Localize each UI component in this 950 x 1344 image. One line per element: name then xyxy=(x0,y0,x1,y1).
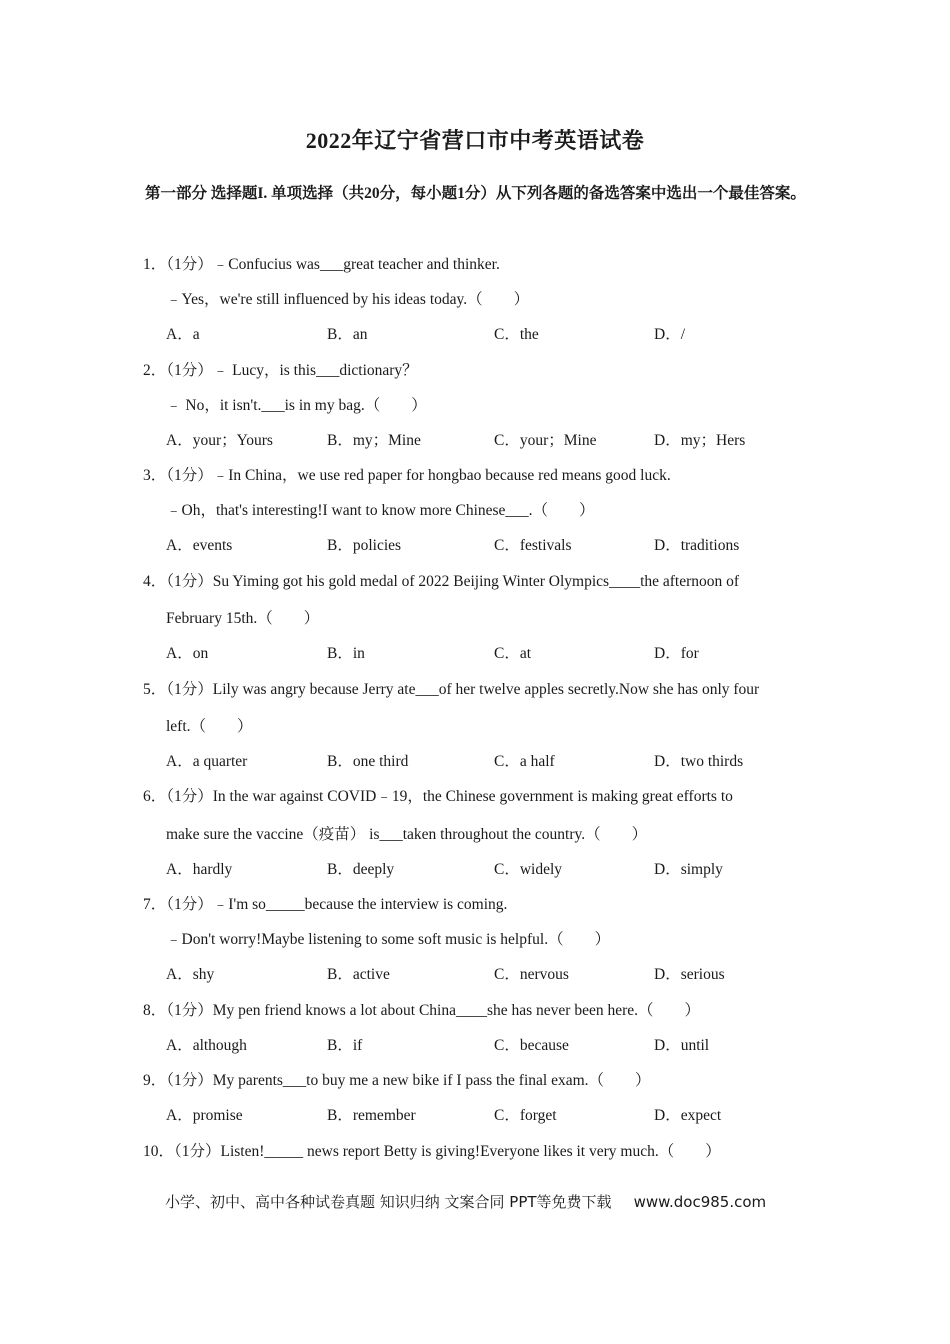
question-7-option-d: D．serious xyxy=(654,966,725,983)
page-title: 2022年辽宁省营口市中考英语试卷 xyxy=(305,128,645,153)
question-2-reply: ﹣ No，it isn't.___is in my bag.（ ） xyxy=(166,397,427,414)
question-9-option-d: D．expect xyxy=(654,1107,722,1124)
question-6-option-a: A．hardly xyxy=(166,861,233,878)
question-2-option-a: A．your；Yours xyxy=(166,432,273,449)
question-7-option-b: B．active xyxy=(327,966,390,983)
question-2-option-b: B．my；Mine xyxy=(327,432,421,449)
question-6-stem: 6．（1分）In the war against COVID﹣19，the Chinese government is making great efforts to xyxy=(143,788,733,805)
footer-url-link[interactable]: www.doc985.com xyxy=(633,1193,767,1211)
question-1-option-a: A．a xyxy=(166,326,200,343)
question-4-stem: 4．（1分）Su Yiming got his gold medal of 2022 Beijing Winter Olympics____the afternoon of xyxy=(143,573,740,590)
question-6-option-d: D．simply xyxy=(654,861,723,878)
question-4-option-a: A．on xyxy=(166,645,209,662)
question-9-option-b: B．remember xyxy=(327,1107,416,1124)
page-footer xyxy=(165,1191,766,1212)
question-9-option-a: A．promise xyxy=(166,1107,243,1124)
question-8-stem: 8．（1分）My pen friend knows a lot about China____she has never been here.（ ） xyxy=(143,1002,701,1019)
question-3-reply: ﹣Oh，that's interesting!I want to know more Chinese___.（ ） xyxy=(166,502,595,519)
question-7-option-a: A．shy xyxy=(166,966,215,983)
question-6-option-c: C．widely xyxy=(494,861,563,878)
question-1-stem: 1．（1分）﹣Confucius was___great teacher and thinker. xyxy=(143,256,500,273)
question-4-continued: February 15th.（ ） xyxy=(166,610,320,627)
question-5-option-b: B．one third xyxy=(327,753,409,770)
question-2-stem: 2．（1分）﹣ Lucy，is this___dictionary？ xyxy=(143,362,418,379)
question-8-option-a: A．although xyxy=(166,1037,247,1054)
question-2-option-d: D．my；Hers xyxy=(654,432,746,449)
question-5-continued: left.（ ） xyxy=(166,718,253,735)
question-3-option-d: D．traditions xyxy=(654,537,740,554)
question-10-stem: 10．（1分）Listen!_____ news report Betty is giving!Everyone likes it very much.（ ） xyxy=(143,1143,721,1160)
question-6-continued: make sure the vaccine（疫苗） is___taken throughout the country.（ ） xyxy=(166,826,648,843)
question-3-option-a: A．events xyxy=(166,537,233,554)
question-4-option-d: D．for xyxy=(654,645,699,662)
question-3-option-b: B．policies xyxy=(327,537,402,554)
question-5-option-a: A．a quarter xyxy=(166,753,248,770)
question-8-option-d: D．until xyxy=(654,1037,710,1054)
question-7-reply: ﹣Don't worry!Maybe listening to some soft music is helpful.（ ） xyxy=(166,931,611,948)
footer-text: 小学、初中、高中各种试卷真题 知识归纳 文案合同 PPT等免费下载 xyxy=(165,1193,612,1211)
question-6-option-b: B．deeply xyxy=(327,861,395,878)
question-4-option-c: C．at xyxy=(494,645,532,662)
question-5-option-d: D．two thirds xyxy=(654,753,744,770)
question-1-option-b: B．an xyxy=(327,326,368,343)
question-5-stem: 5．（1分）Lily was angry because Jerry ate___of her twelve apples secretly.Now she has only four xyxy=(143,681,760,698)
question-1-reply: ﹣Yes，we're still influenced by his ideas today.（ ） xyxy=(166,291,530,308)
question-7-stem: 7．（1分）﹣I'm so_____because the interview is coming. xyxy=(143,896,508,913)
question-8-option-b: B．if xyxy=(327,1037,363,1054)
section-heading: 第一部分 选择题I. 单项选择（共20分，每小题1分）从下列各题的备选答案中选出一个最佳答案。 xyxy=(145,185,806,202)
question-9-stem: 9．（1分）My parents___to buy me a new bike if I pass the final exam.（ ） xyxy=(143,1072,651,1089)
question-1-option-d: D．/ xyxy=(654,326,686,343)
question-4-option-b: B．in xyxy=(327,645,365,662)
question-2-option-c: C．your；Mine xyxy=(494,432,597,449)
question-7-option-c: C．nervous xyxy=(494,966,569,983)
question-1-option-c: C．the xyxy=(494,326,539,343)
question-9-option-c: C．forget xyxy=(494,1107,557,1124)
question-3-stem: 3．（1分）﹣In China，we use red paper for hongbao because red means good luck. xyxy=(143,467,671,484)
question-8-option-c: C．because xyxy=(494,1037,569,1054)
question-3-option-c: C．festivals xyxy=(494,537,572,554)
question-5-option-c: C．a half xyxy=(494,753,555,770)
